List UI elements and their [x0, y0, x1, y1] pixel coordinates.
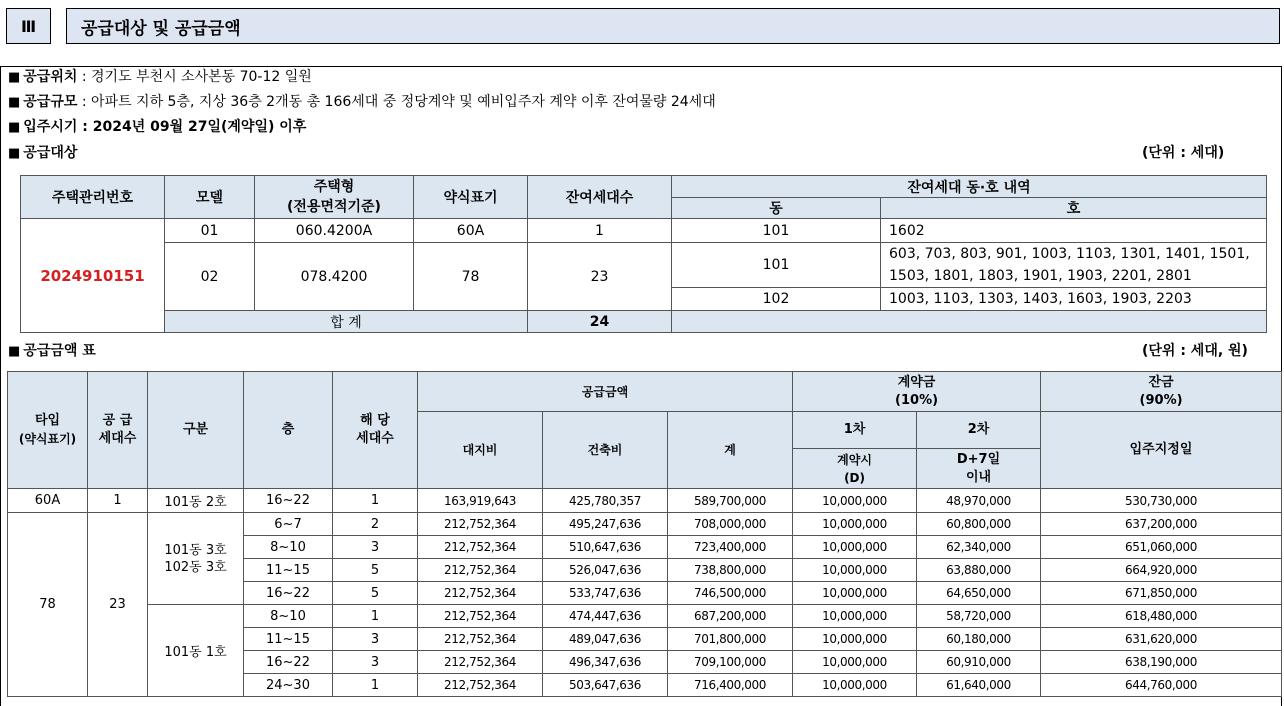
building-cell: 533,747,636: [543, 582, 668, 605]
balance-cell: 638,190,000: [1041, 651, 1282, 674]
header-div: 구분: [148, 372, 244, 489]
housing-code: 2024910151: [21, 219, 165, 333]
units-cell: 3: [333, 536, 418, 559]
land-cell: 212,752,364: [418, 605, 543, 628]
sum-cell: 709,100,000: [668, 651, 793, 674]
second-cell: 62,340,000: [917, 536, 1041, 559]
header-units-l2: 세대수: [356, 431, 394, 446]
header-type-line2: (전용면적기준): [287, 199, 381, 215]
sum-cell: 708,000,000: [668, 513, 793, 536]
land-cell: 212,752,364: [418, 582, 543, 605]
table-row: [8, 513, 1282, 536]
sum-cell: 589,700,000: [668, 489, 793, 513]
div-cell: [148, 513, 244, 605]
header-balance-sub: 입주지정일: [1041, 412, 1282, 489]
second-cell: 61,640,000: [917, 674, 1041, 697]
info-movein-label: 입주시기: [23, 119, 78, 135]
bullet-icon: ■: [8, 120, 21, 135]
first-cell: 10,000,000: [793, 559, 917, 582]
info-scale-value: : 아파트 지하 5층, 지상 36층 2개동 총 166세대 중 정당계약 및 예비입주자 계약 이후 잔여물량 24세대: [77, 94, 716, 110]
balance-cell: 651,060,000: [1041, 536, 1282, 559]
div-cell: 101동 1호: [148, 605, 244, 697]
model-cell: 01: [165, 219, 255, 243]
table-row: [8, 605, 1282, 628]
floor-cell: 6~7: [244, 513, 333, 536]
bullet-icon: ■: [8, 344, 21, 359]
header-remain: 잔여세대수: [528, 176, 672, 219]
info-movein: [8, 117, 306, 137]
header-first-sub: [793, 449, 917, 489]
units-cell: 1: [333, 674, 418, 697]
floor-cell: 8~10: [244, 536, 333, 559]
land-cell: 212,752,364: [418, 536, 543, 559]
header-second-sub-l1: D+7일: [956, 451, 1001, 467]
ho-cell: 603, 703, 803, 901, 1003, 1103, 1301, 1401, 1501, 1503, 1801, 1803, 1901, 1903, 2201, 2801: [881, 243, 1267, 288]
info-scale-label: 공급규모: [23, 94, 78, 110]
dong-cell: 101: [672, 219, 881, 243]
header-model: 모델: [165, 176, 255, 219]
building-cell: 503,647,636: [543, 674, 668, 697]
type-cell: 078.4200: [255, 243, 414, 311]
header-type: [8, 372, 88, 489]
header-type-line1: 주택형: [313, 179, 355, 195]
header-first-sub-l1: 계약시: [837, 452, 872, 467]
land-cell: 212,752,364: [418, 628, 543, 651]
header-floor: 층: [244, 372, 333, 489]
header-units: [333, 372, 418, 489]
short-cell: 78: [414, 243, 528, 311]
supply-cell: 1: [88, 489, 148, 513]
dong-cell: 102: [672, 288, 881, 311]
info-location-label: 공급위치: [23, 69, 78, 85]
land-cell: 163,919,643: [418, 489, 543, 513]
header-ho: 호: [881, 198, 1267, 219]
header-balance-l1: 잔금: [1148, 374, 1174, 390]
info-target-label: 공급대상: [23, 145, 78, 161]
balance-cell: 637,200,000: [1041, 513, 1282, 536]
header-type-l2: (약식표기): [18, 432, 77, 446]
second-cell: 60,180,000: [917, 628, 1041, 651]
first-cell: 10,000,000: [793, 605, 917, 628]
count-cell: 23: [528, 243, 672, 311]
header-price: 공급금액: [418, 372, 793, 412]
ho-cell: 1602: [881, 219, 1267, 243]
price-unit-note: (단위 : 세대, 원): [1142, 343, 1248, 359]
section-header: [6, 8, 1280, 44]
land-cell: 212,752,364: [418, 674, 543, 697]
short-cell: 60A: [414, 219, 528, 243]
sum-cell: 716,400,000: [668, 674, 793, 697]
balance-cell: 671,850,000: [1041, 582, 1282, 605]
sum-cell: 687,200,000: [668, 605, 793, 628]
first-cell: 10,000,000: [793, 536, 917, 559]
sum-cell: 701,800,000: [668, 628, 793, 651]
first-cell: 10,000,000: [793, 513, 917, 536]
balance-cell: 530,730,000: [1041, 489, 1282, 513]
info-target: [8, 143, 77, 163]
supply-target-table: [20, 175, 1267, 333]
div-cell: 101동 2호: [148, 489, 244, 513]
building-cell: 425,780,357: [543, 489, 668, 513]
sum-cell: 738,800,000: [668, 559, 793, 582]
second-cell: 64,650,000: [917, 582, 1041, 605]
div-group1-l2: 102동 3호: [164, 559, 227, 575]
info-price-label: 공급금액 표: [23, 343, 96, 359]
header-second: 2차: [917, 412, 1041, 449]
header-first-sub-l2: (D): [844, 470, 865, 485]
header-building: 건축비: [543, 412, 668, 489]
header-deposit-l1: 계약금: [897, 374, 936, 390]
building-cell: 526,047,636: [543, 559, 668, 582]
info-location: [8, 67, 312, 87]
land-cell: 212,752,364: [418, 559, 543, 582]
total-empty: [672, 311, 1267, 333]
units-cell: 5: [333, 582, 418, 605]
table-row: [8, 489, 1282, 513]
type-cell: 78: [8, 513, 88, 697]
floor-cell: 11~15: [244, 559, 333, 582]
header-supply-l1: 공 급: [102, 413, 133, 428]
price-table: [7, 371, 1282, 697]
first-cell: 10,000,000: [793, 651, 917, 674]
header-short: 약식표기: [414, 176, 528, 219]
header-deposit-l2: (10%): [895, 392, 939, 408]
building-cell: 496,347,636: [543, 651, 668, 674]
bullet-icon: ■: [8, 146, 21, 161]
units-cell: 1: [333, 489, 418, 513]
balance-cell: 644,760,000: [1041, 674, 1282, 697]
building-cell: 510,647,636: [543, 536, 668, 559]
floor-cell: 16~22: [244, 651, 333, 674]
header-land: 대지비: [418, 412, 543, 489]
units-cell: 3: [333, 628, 418, 651]
units-cell: 2: [333, 513, 418, 536]
header-detail: 잔여세대 동·호 내역: [672, 176, 1267, 198]
land-cell: 212,752,364: [418, 651, 543, 674]
building-cell: 489,047,636: [543, 628, 668, 651]
second-cell: 63,880,000: [917, 559, 1041, 582]
land-cell: 212,752,364: [418, 513, 543, 536]
building-cell: 495,247,636: [543, 513, 668, 536]
bullet-icon: ■: [8, 95, 21, 110]
model-cell: 02: [165, 243, 255, 311]
info-movein-value: : 2024년 09월 27일(계약일) 이후: [77, 119, 307, 135]
balance-cell: 664,920,000: [1041, 559, 1282, 582]
section-title: 공급대상 및 공급금액: [66, 8, 1280, 44]
header-first: 1차: [793, 412, 917, 449]
header-deposit: [793, 372, 1041, 412]
first-cell: 10,000,000: [793, 489, 917, 513]
target-unit-note: (단위 : 세대): [1142, 145, 1225, 161]
first-cell: 10,000,000: [793, 674, 917, 697]
ho-cell: 1003, 1103, 1303, 1403, 1603, 1903, 2203: [881, 288, 1267, 311]
count-cell: 1: [528, 219, 672, 243]
header-code: 주택관리번호: [21, 176, 165, 219]
units-cell: 3: [333, 651, 418, 674]
section-number: Ⅲ: [6, 8, 51, 44]
total-label: 합 계: [165, 311, 528, 333]
second-cell: 60,910,000: [917, 651, 1041, 674]
bullet-icon: ■: [8, 70, 21, 85]
first-cell: 10,000,000: [793, 582, 917, 605]
header-type: [255, 176, 414, 219]
sum-cell: 723,400,000: [668, 536, 793, 559]
header-supply-l2: 세대수: [98, 431, 137, 446]
header-second-sub-l2: 이내: [965, 469, 992, 485]
dong-cell: 101: [672, 243, 881, 288]
type-cell: 060.4200A: [255, 219, 414, 243]
info-scale: [8, 92, 716, 112]
floor-cell: 16~22: [244, 582, 333, 605]
total-value: 24: [528, 311, 672, 333]
header-units-l1: 해 당: [360, 413, 390, 428]
info-location-value: : 경기도 부천시 소사본동 70-12 일원: [77, 69, 312, 85]
div-group1-l1: 101동 3호: [164, 542, 227, 558]
floor-cell: 11~15: [244, 628, 333, 651]
second-cell: 58,720,000: [917, 605, 1041, 628]
header-second-sub: [917, 449, 1041, 489]
balance-cell: 631,620,000: [1041, 628, 1282, 651]
sum-cell: 746,500,000: [668, 582, 793, 605]
second-cell: 60,800,000: [917, 513, 1041, 536]
floor-cell: 24~30: [244, 674, 333, 697]
building-cell: 474,447,636: [543, 605, 668, 628]
floor-cell: 16~22: [244, 489, 333, 513]
header-balance-l2: (90%): [1139, 392, 1183, 408]
header-type-l1: 타입: [34, 413, 61, 428]
type-cell: 60A: [8, 489, 88, 513]
info-price: [8, 341, 96, 361]
header-balance: [1041, 372, 1282, 412]
units-cell: 5: [333, 559, 418, 582]
supply-cell: 23: [88, 513, 148, 697]
balance-cell: 618,480,000: [1041, 605, 1282, 628]
header-supply: [88, 372, 148, 489]
header-dong: 동: [672, 198, 881, 219]
floor-cell: 8~10: [244, 605, 333, 628]
first-cell: 10,000,000: [793, 628, 917, 651]
units-cell: 1: [333, 605, 418, 628]
second-cell: 48,970,000: [917, 489, 1041, 513]
header-sum: 계: [668, 412, 793, 489]
